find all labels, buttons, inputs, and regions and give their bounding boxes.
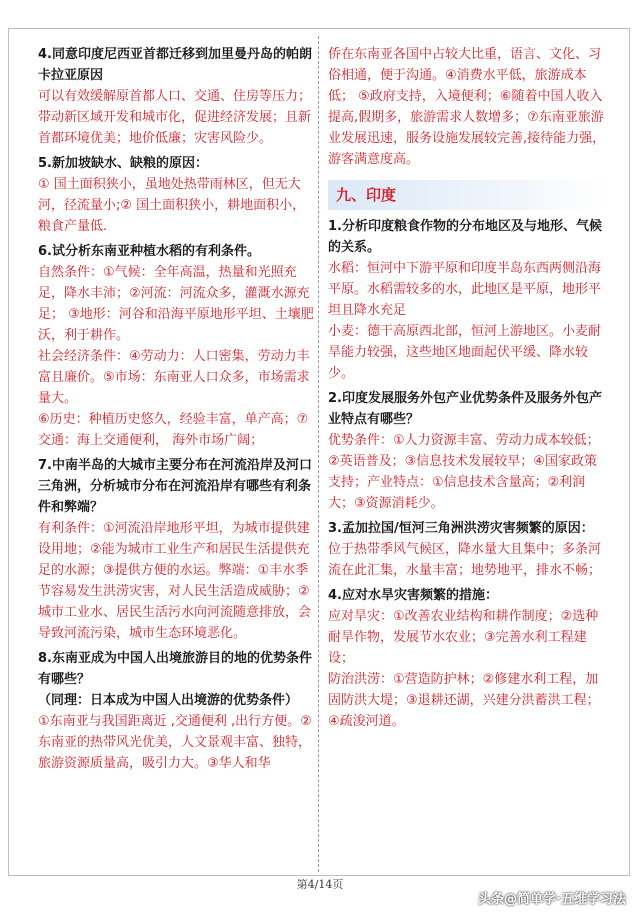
- question-text: 5.新加坡缺水、缺粮的原因：: [38, 156, 208, 171]
- question-text: 7.中南半岛的大城市主要分布在河流沿岸及河口三角洲，分析城市分布在河流沿岸有哪些有利条件和弊端？: [38, 458, 312, 515]
- question-text: 8.东南亚成为中国人出境旅游目的地的优势条件有哪些？: [38, 651, 312, 687]
- answer-text: 可以有效缓解原首都人口、交通、住房等压力；带动新区域开发和城市化，促进经济发展；且新首都环境优美；地价低廉；灾害风险少。: [38, 89, 312, 146]
- section-heading: 九、印度: [328, 180, 606, 210]
- answer-text: 优势条件：①人力资源丰富、劳动力成本较低；②英语普及；③信息技术发展较早；④国家政策支持；产业特点：①信息技术含量高；②利润大；③资源消耗少。: [328, 433, 600, 511]
- answer-text: 有利条件：①河流沿岸地形平坦，为城市提供建设用地；②能为城市工业生产和居民生活提供充足的水源；③提供方便的水运。弊端：①丰水季节容易发生洪涝灾害，对人民生活造成威胁；②城市工业水、居民生活污水向河流随意排放，会导致河流污染，城市生态环境恶化。: [38, 521, 312, 641]
- answer-text: ①东南亚与我国距离近 ,交通便利 ,出行方便。②东南亚的热带风光优美，人文景观丰富、独特，旅游资源质量高，吸引力大。③华人和华: [38, 714, 312, 771]
- question-text: 4.应对水旱灾害频繁的措施：: [328, 588, 498, 603]
- column-divider: [318, 36, 319, 872]
- question-text: 3.孟加拉国/恒河三角洲洪涝灾害频繁的原因：: [328, 521, 594, 536]
- right-column: [328, 44, 606, 732]
- question-text: 1.分析印度粮食作物的分布地区及与地形、气候的关系。: [328, 219, 602, 255]
- answer-text: 应对旱灾：①改善农业结构和耕作制度；②选种耐旱作物，发展节水农业；③完善水利工程建设；: [328, 609, 599, 666]
- answer-text: 水稻：恒河中下游平原和印度半岛东西两侧沿海平原。水稻需较多的水，此地区是平原，地形平坦且降水充足: [328, 261, 602, 318]
- question-text: 6.试分析东南亚种植水稻的有利条件。: [38, 244, 260, 259]
- answer-text: 社会经济条件：④劳动力：人口密集，劳动力丰富且廉价。⑤市场：东南亚人口众多，市场需求量大。: [38, 349, 310, 406]
- watermark-text: 头条@简单学·五维学习法: [478, 892, 626, 907]
- page-number: 第4/14页: [296, 878, 344, 891]
- answer-text: ① 国土面积狭小，虽地处热带雨林区，但无大河，径流量小;② 国土面积狭小，耕地面积小，粮食产量低.: [38, 177, 306, 234]
- question-text: 2.印度发展服务外包产业优势条件及服务外包产业特点有哪些？: [328, 391, 602, 427]
- answer-text: 自然条件：①气候：全年高温，热量和光照充足，降水丰沛；②河流：河流众多，灌溉水源充足； ③地形：河谷和沿海平原地形平坦、土壤肥沃，利于耕作。: [38, 265, 314, 343]
- answer-text: 位于热带季风气候区，降水量大且集中；多条河流在此汇集，水量丰富；地势地平，排水不畅；: [328, 542, 602, 578]
- answer-text: 侨在东南亚各国中占较大比重，语言、文化、习俗相通，便于沟通。④消费水平低，旅游成本低； ⑤政府支持，入境便利；⑥随着中国人收入提高,假期多，旅游需求人数增多；⑦东南亚旅游业发展迅速，服务设施发展较完善,接待能力强，游客满意度高。: [328, 47, 606, 167]
- answer-text: 小麦：德干高原西北部，恒河上游地区。小麦耐旱能力较强，这些地区地面起伏平缓、降水较少。: [328, 324, 602, 381]
- answer-text: ⑥历史：种植历史悠久，经验丰富，单产高；⑦交通：海上交通便利， 海外市场广阔；: [38, 412, 309, 448]
- question-text: （同理：日本成为中国人出境游的优势条件）: [38, 693, 299, 708]
- left-column: [38, 44, 318, 774]
- answer-text: 防治洪涝：①营造防护林；②修建水利工程，加固防洪大堤；③退耕还湖，兴建分洪蓄洪工程；④疏浚河道。: [328, 672, 600, 729]
- question-text: 4.同意印度尼西亚首都迁移到加里曼丹岛的帕朗卡拉亚原因: [38, 47, 312, 83]
